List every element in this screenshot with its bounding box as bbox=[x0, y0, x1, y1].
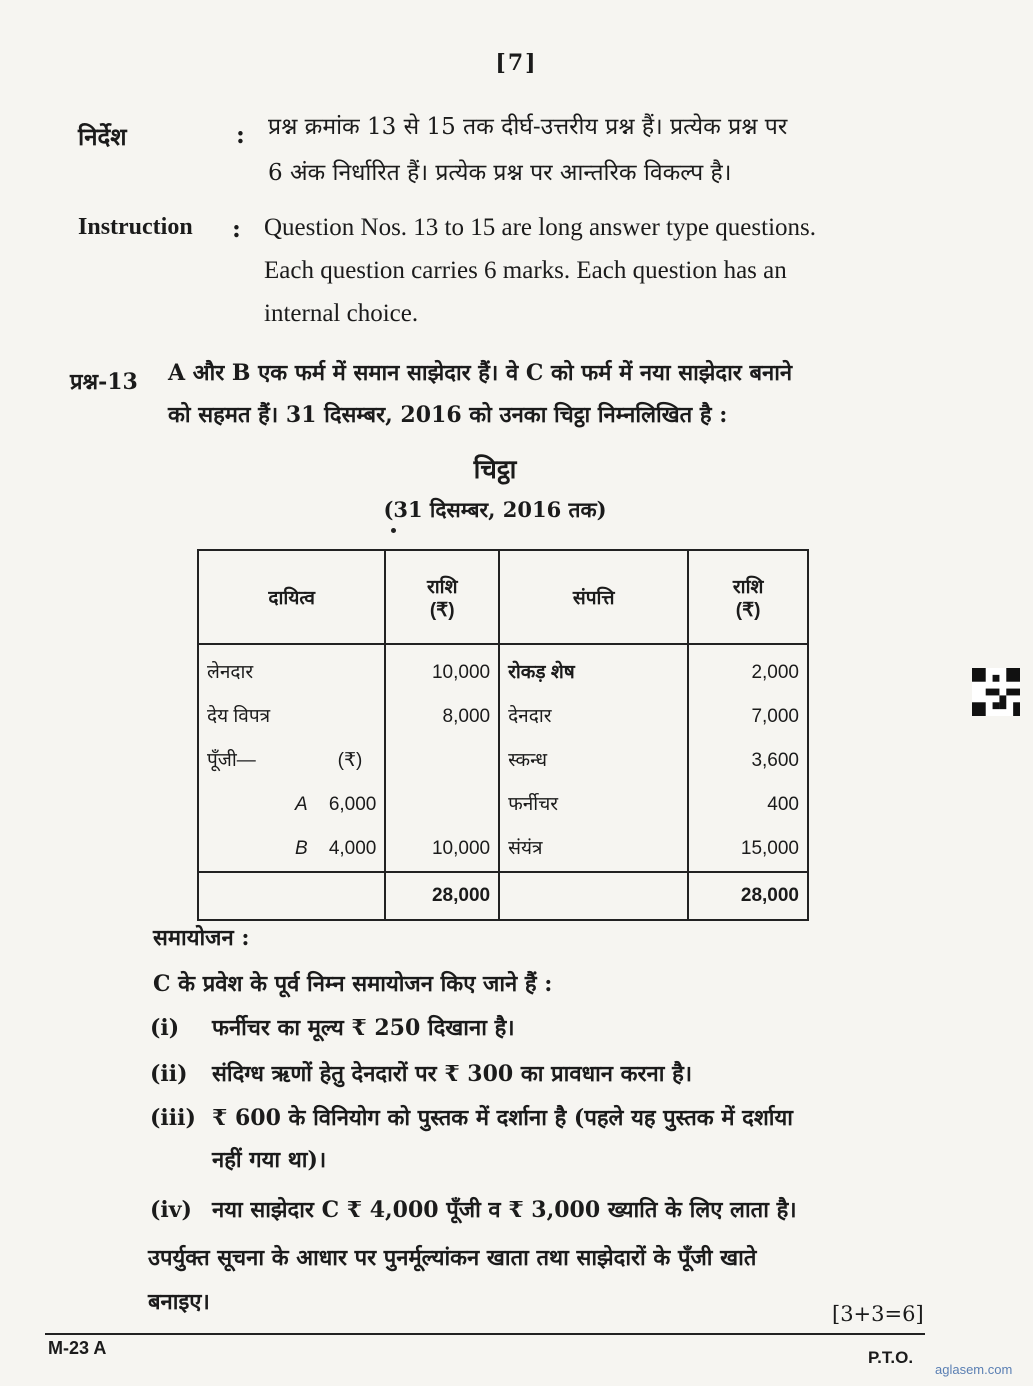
balance-sheet-table bbox=[197, 549, 809, 921]
adjustment-item bbox=[150, 1188, 797, 1232]
liabilities-amount-column bbox=[385, 644, 499, 872]
capital-unit: (₹) bbox=[337, 750, 363, 771]
cash-amount: 2,000 bbox=[751, 662, 799, 683]
creditors-amount: 10,000 bbox=[431, 662, 491, 683]
balance-sheet-title: चिट्ठा bbox=[473, 455, 517, 485]
capital-total-amount: 10,000 bbox=[431, 838, 491, 859]
direction-colon: : bbox=[236, 120, 245, 149]
balance-sheet-subtitle: (31 दिसम्बर, 2016 तक) bbox=[383, 497, 607, 522]
instruction-colon: : bbox=[232, 214, 241, 243]
footer-rule bbox=[45, 1333, 925, 1335]
adjustment-text-continued: नहीं गया था)। bbox=[212, 1147, 327, 1173]
assets-column bbox=[499, 644, 688, 872]
header-liabilities: दायित्व bbox=[198, 550, 385, 644]
header-amount-2: राशि (₹) bbox=[688, 550, 808, 644]
header-amount-1: राशि (₹) bbox=[385, 550, 499, 644]
question-label: प्रश्न-13 bbox=[70, 369, 138, 395]
furniture-amount: 400 bbox=[767, 794, 799, 815]
adjustment-number: (iii) bbox=[150, 1105, 196, 1131]
creditors-label: लेनदार bbox=[207, 662, 254, 683]
instruction-line-2: Each question carries 6 marks. Each question has an bbox=[264, 257, 787, 284]
liabilities-column bbox=[198, 644, 385, 872]
plant-amount: 15,000 bbox=[740, 838, 799, 859]
page-number: [7] bbox=[495, 50, 538, 76]
plant-label: संयंत्र bbox=[508, 838, 543, 859]
instruction-line-1: Question Nos. 13 to 15 are long answer type questions. bbox=[264, 214, 817, 241]
direction-line-2: 6 अंक निर्धारित हैं। प्रत्येक प्रश्न पर आन्तरिक विकल्प है। bbox=[268, 160, 732, 186]
adjustment-number: (iv) bbox=[150, 1197, 192, 1223]
bills-amount: 8,000 bbox=[442, 706, 491, 727]
capital-row bbox=[207, 739, 376, 783]
total-liabilities: 28,000 bbox=[385, 872, 499, 920]
conclusion-line-1: उपर्युक्त सूचना के आधार पर पुनर्मूल्यांकन खाता तथा साझेदारों के पूँजी खाते bbox=[148, 1245, 757, 1271]
please-turn-over: P.T.O. bbox=[868, 1348, 914, 1367]
partner-b-capital: 4,000 bbox=[328, 838, 377, 859]
question-line-1: A और B एक फर्म में समान साझेदार हैं। वे C को फर्म में नया साझेदार बनाने bbox=[168, 360, 793, 386]
adjustment-text: फर्नीचर का मूल्य ₹ 250 दिखाना है। bbox=[212, 1015, 515, 1041]
marks-allocation: [3+3=6] bbox=[832, 1302, 924, 1326]
question-line-2: को सहमत हैं। 31 दिसम्बर, 2016 को उनका चिट्ठा निम्नलिखित है : bbox=[168, 402, 728, 428]
instruction-label: Instruction bbox=[78, 214, 193, 240]
instruction-text bbox=[264, 206, 974, 335]
paper-code: M-23 A bbox=[48, 1338, 107, 1358]
qr-code-icon bbox=[972, 668, 1020, 716]
furniture-label: फर्नीचर bbox=[508, 794, 559, 815]
adjustment-number: (ii) bbox=[150, 1061, 188, 1087]
stock-label: स्कन्ध bbox=[508, 750, 548, 771]
direction-line-1: प्रश्न क्रमांक 13 से 15 तक दीर्घ-उत्तरीय प्रश्न हैं। प्रत्येक प्रश्न पर bbox=[268, 114, 788, 140]
question-text bbox=[168, 352, 908, 436]
debtors-label: देनदार bbox=[508, 706, 552, 727]
adjustment-item bbox=[150, 1006, 515, 1050]
adjustments-intro: C के प्रवेश के पूर्व निम्न समायोजन किए जाने हैं : bbox=[153, 971, 553, 997]
adjustment-item bbox=[150, 1096, 850, 1140]
cash-label: रोकड़ शेष bbox=[508, 662, 575, 683]
header-assets: संपत्ति bbox=[499, 550, 688, 644]
instruction-line-3: internal choice. bbox=[264, 300, 419, 327]
adjustment-text: संदिग्ध ऋणों हेतु देनदारों पर ₹ 300 का प्रावधान करना है। bbox=[212, 1061, 693, 1087]
direction-text bbox=[268, 104, 968, 196]
total-assets: 28,000 bbox=[688, 872, 808, 920]
partner-a-capital: 6,000 bbox=[328, 794, 377, 815]
adjustment-text: नया साझेदार C ₹ 4,000 पूँजी व ₹ 3,000 ख्याति के लिए लाता है। bbox=[212, 1197, 797, 1223]
capital-a-row bbox=[207, 783, 376, 827]
debtors-amount: 7,000 bbox=[751, 706, 799, 727]
watermark: aglasem.com bbox=[935, 1362, 1013, 1377]
stock-amount: 3,600 bbox=[751, 750, 799, 771]
adjustments-heading: समायोजन : bbox=[153, 925, 250, 951]
capital-label: पूँजी— bbox=[207, 750, 256, 771]
adjustment-item bbox=[150, 1052, 692, 1096]
assets-amount-column bbox=[688, 644, 808, 872]
capital-b-row bbox=[207, 827, 376, 871]
partner-a-label: A bbox=[295, 794, 308, 815]
stray-mark bbox=[391, 528, 396, 533]
partner-b-label: B bbox=[295, 838, 308, 859]
conclusion-line-2: बनाइए। bbox=[148, 1289, 210, 1315]
bills-label: देय विपत्र bbox=[207, 706, 271, 727]
direction-label: निर्देश bbox=[78, 122, 127, 151]
adjustment-text: ₹ 600 के विनियोग को पुस्तक में दर्शाना है (पहले यह पुस्तक में दर्शाया bbox=[212, 1105, 793, 1131]
adjustment-number: (i) bbox=[150, 1015, 180, 1041]
